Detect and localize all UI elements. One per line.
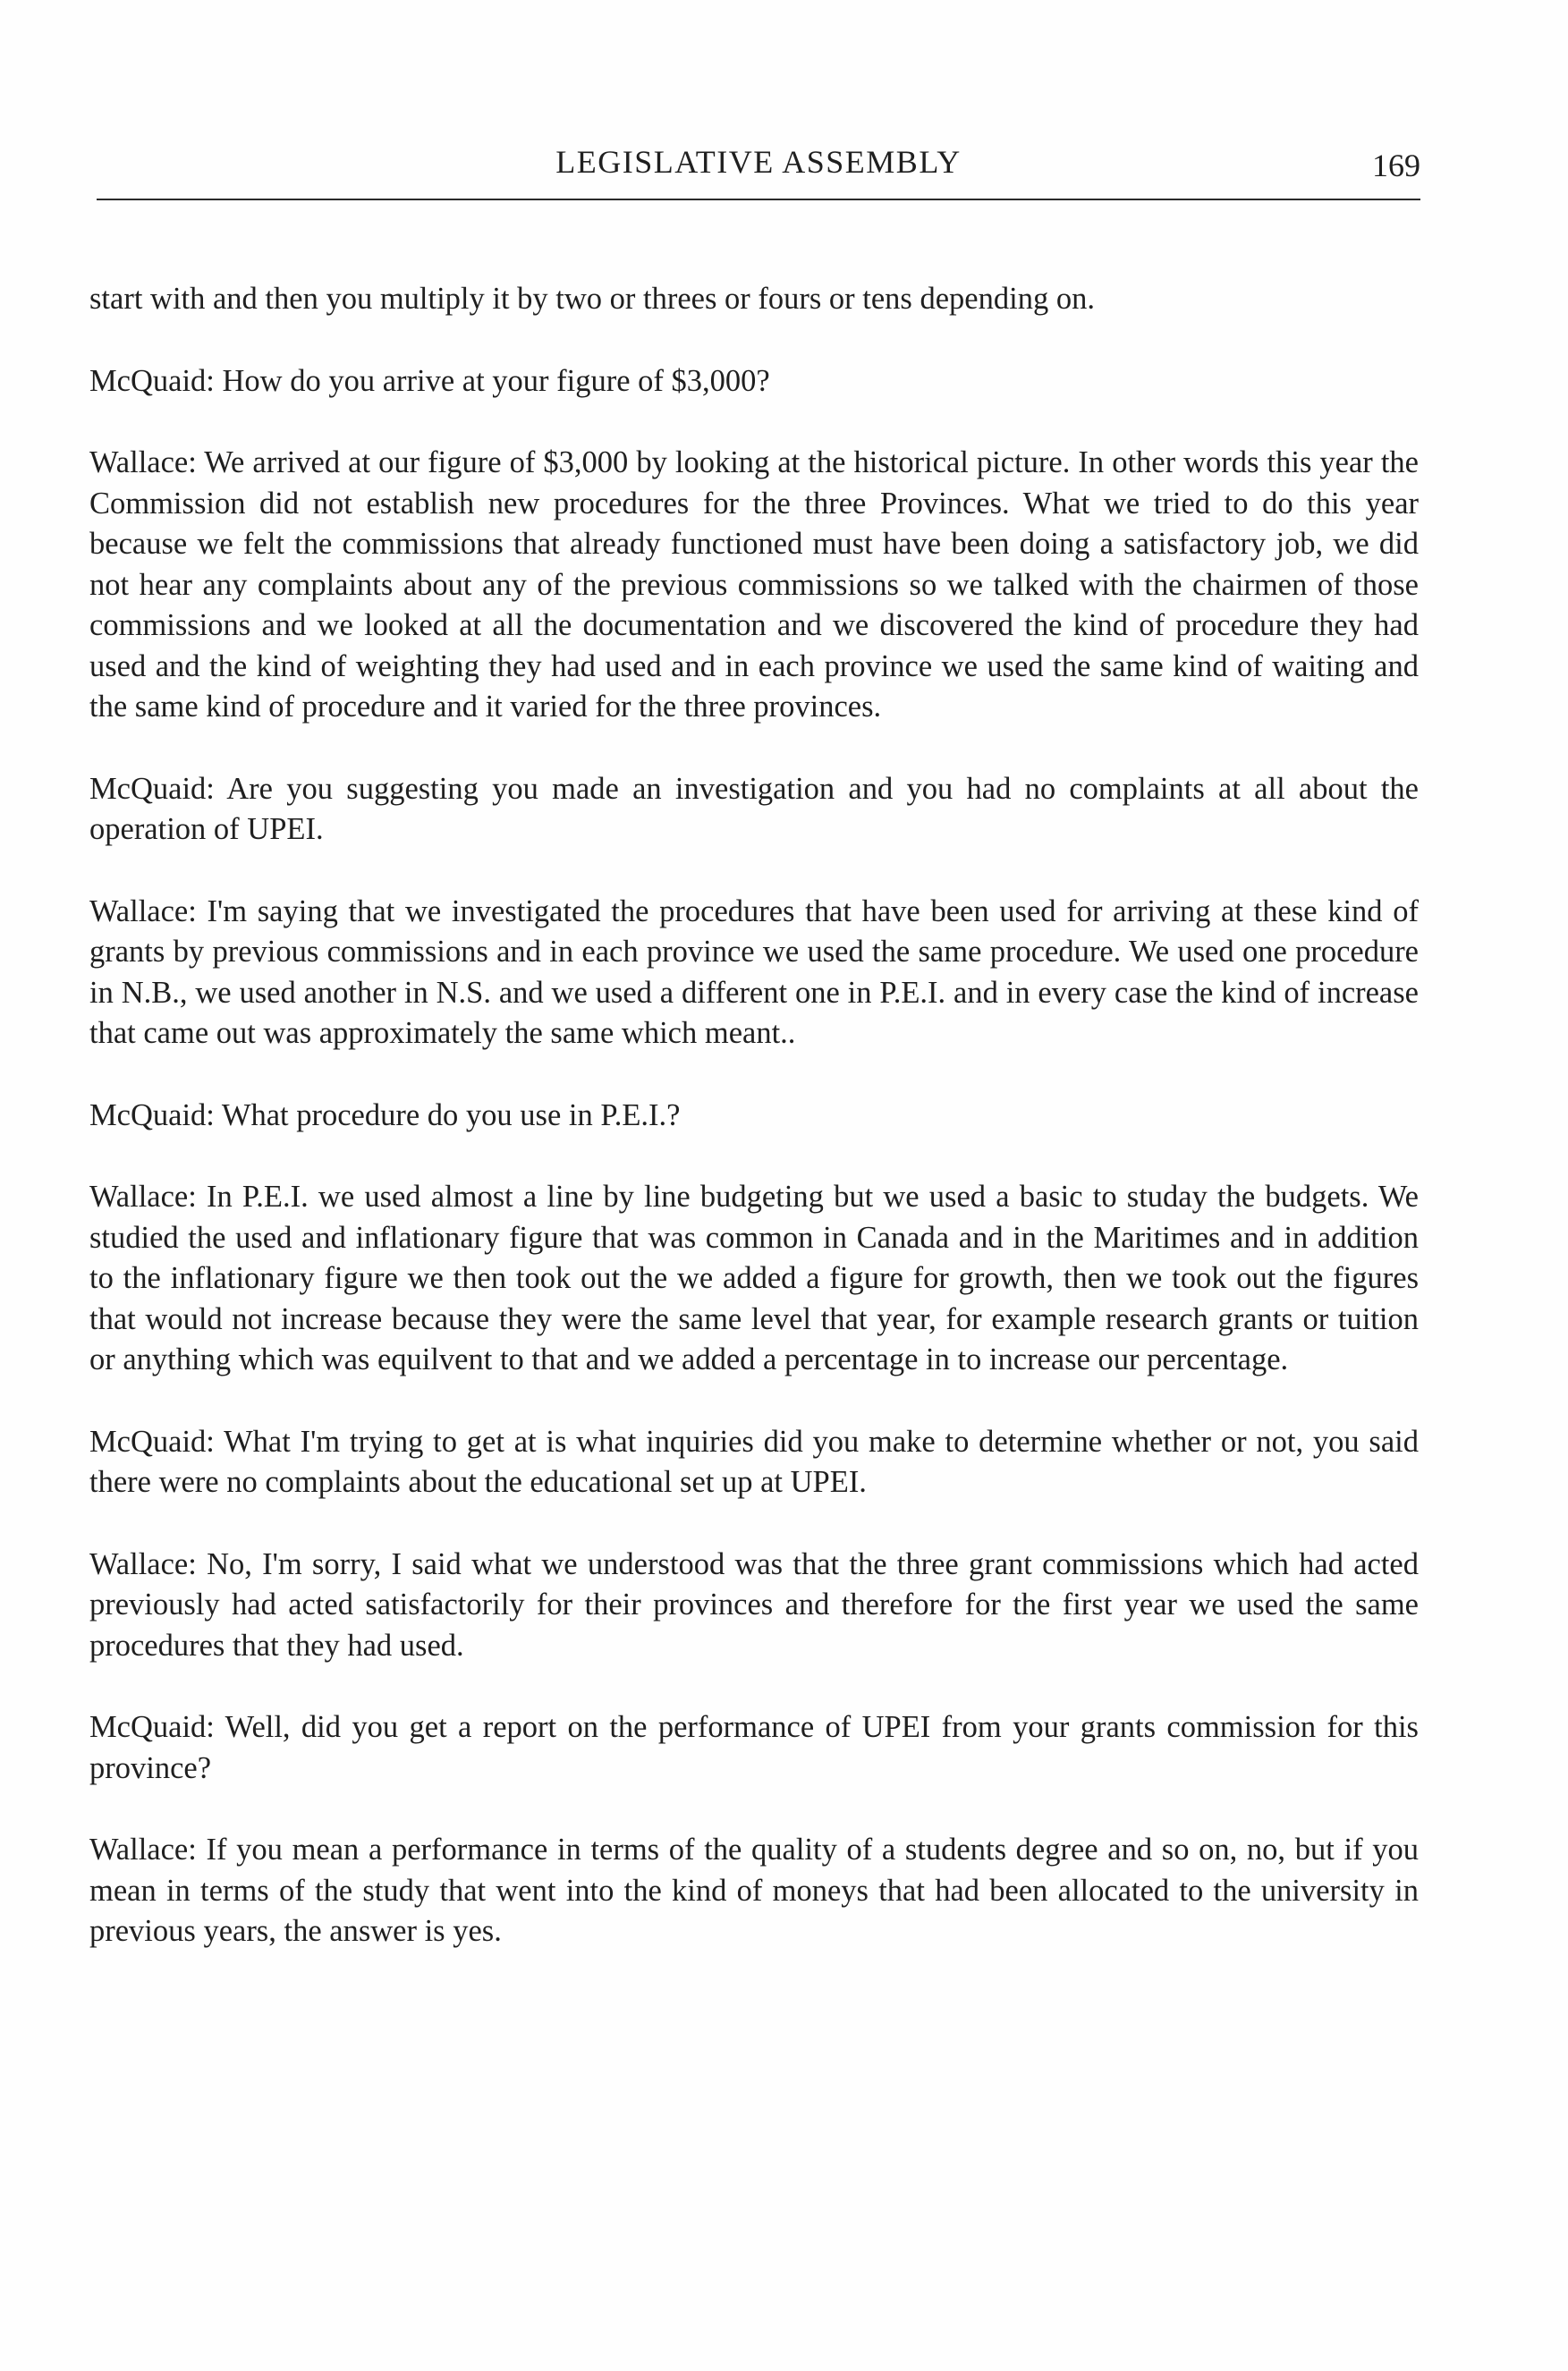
transcript-paragraph	[89, 443, 1419, 728]
transcript-paragraph	[89, 361, 1419, 402]
paragraph-text: Well, did you get a report on the performance of UPEI from your grants commission for this province?	[89, 1710, 1419, 1785]
speaker-label: McQuaid:	[89, 1710, 215, 1744]
transcript-paragraph	[89, 1545, 1419, 1667]
paragraph-text: start with and then you multiply it by two or threes or fours or tens depending on.	[89, 282, 1095, 316]
speaker-label: Wallace:	[89, 1546, 197, 1581]
speaker-label: Wallace:	[89, 1180, 197, 1214]
transcript-body	[89, 279, 1419, 1994]
continued-paragraph	[89, 279, 1419, 320]
page-number: 169	[1372, 148, 1420, 183]
speaker-label: McQuaid:	[89, 1424, 215, 1459]
transcript-paragraph	[89, 892, 1419, 1054]
transcript-paragraph	[89, 1422, 1419, 1503]
transcript-paragraph	[89, 1177, 1419, 1381]
transcript-paragraph	[89, 1830, 1419, 1952]
header-rule	[97, 199, 1420, 200]
paragraph-text: In P.E.I. we used almost a line by line budgeting but we used a basic to studay the budgets. We studied the used and inflationary figure that was common in Canada and in the Maritimes and in addition to the inflationary figure we then took out the we added a figure for growth, then we took out the figures that would not increase because they were the same level that year, for example research grants or tuition or anything which was equilvent to that and we added a percentage in to increase our percentage.	[89, 1180, 1419, 1376]
paragraph-text: What procedure do you use in P.E.I.?	[221, 1097, 681, 1132]
paragraph-text: We arrived at our figure of $3,000 by looking at the historical picture. In other words this year the Commission did not establish new procedures for the three Provinces. What we tried to do this year because we felt the commissions that already functioned must have been doing a satisfactory job, we did not hear any complaints about any of the previous commissions so we talked with the chairmen of those commissions and we looked at all the documentation and we discovered the kind of procedure they had used and the kind of weighting they had used and in each province we used the same kind of waiting and the same kind of procedure and it varied for the three provinces.	[89, 445, 1419, 724]
speaker-label: McQuaid:	[89, 1097, 215, 1132]
paragraph-text: I'm saying that we investigated the procedures that have been used for arriving at these kind of grants by previous commissions and in each province we used the same procedure. We used one procedure in N.B., we used another in N.S. and we used a different one in P.E.I. and in every case the kind of increase that came out was approximately the same which meant..	[89, 893, 1419, 1050]
paragraph-text: Are you suggesting you made an investigation and you had no complaints at all about the operation of UPEI.	[89, 771, 1419, 846]
transcript-paragraph	[89, 769, 1419, 851]
paragraph-text: How do you arrive at your figure of $3,000?	[222, 363, 770, 398]
speaker-label: McQuaid:	[89, 363, 215, 398]
transcript-paragraph	[89, 1096, 1419, 1137]
running-title: LEGISLATIVE ASSEMBLY	[555, 144, 962, 180]
running-header	[97, 139, 1420, 185]
paragraph-text: What I'm trying to get at is what inquiries did you make to determine whether or not, you said there were no complaints about the educational set up at UPEI.	[89, 1424, 1419, 1499]
speaker-label: Wallace:	[89, 1833, 197, 1867]
speaker-label: Wallace:	[89, 445, 197, 479]
paragraph-text: No, I'm sorry, I said what we understood was that the three grant commissions which had acted previously had acted satisfactorily for their provinces and therefore for the first year we used the same procedures that they had used.	[89, 1546, 1419, 1663]
transcript-paragraph	[89, 1707, 1419, 1789]
paragraph-text: If you mean a performance in terms of the quality of a students degree and so on, no, but if you mean in terms of the study that went into the kind of moneys that had been allocated to the university in previous years, the answer is yes.	[89, 1833, 1419, 1948]
speaker-label: Wallace:	[89, 893, 197, 928]
speaker-label: McQuaid:	[89, 771, 215, 806]
